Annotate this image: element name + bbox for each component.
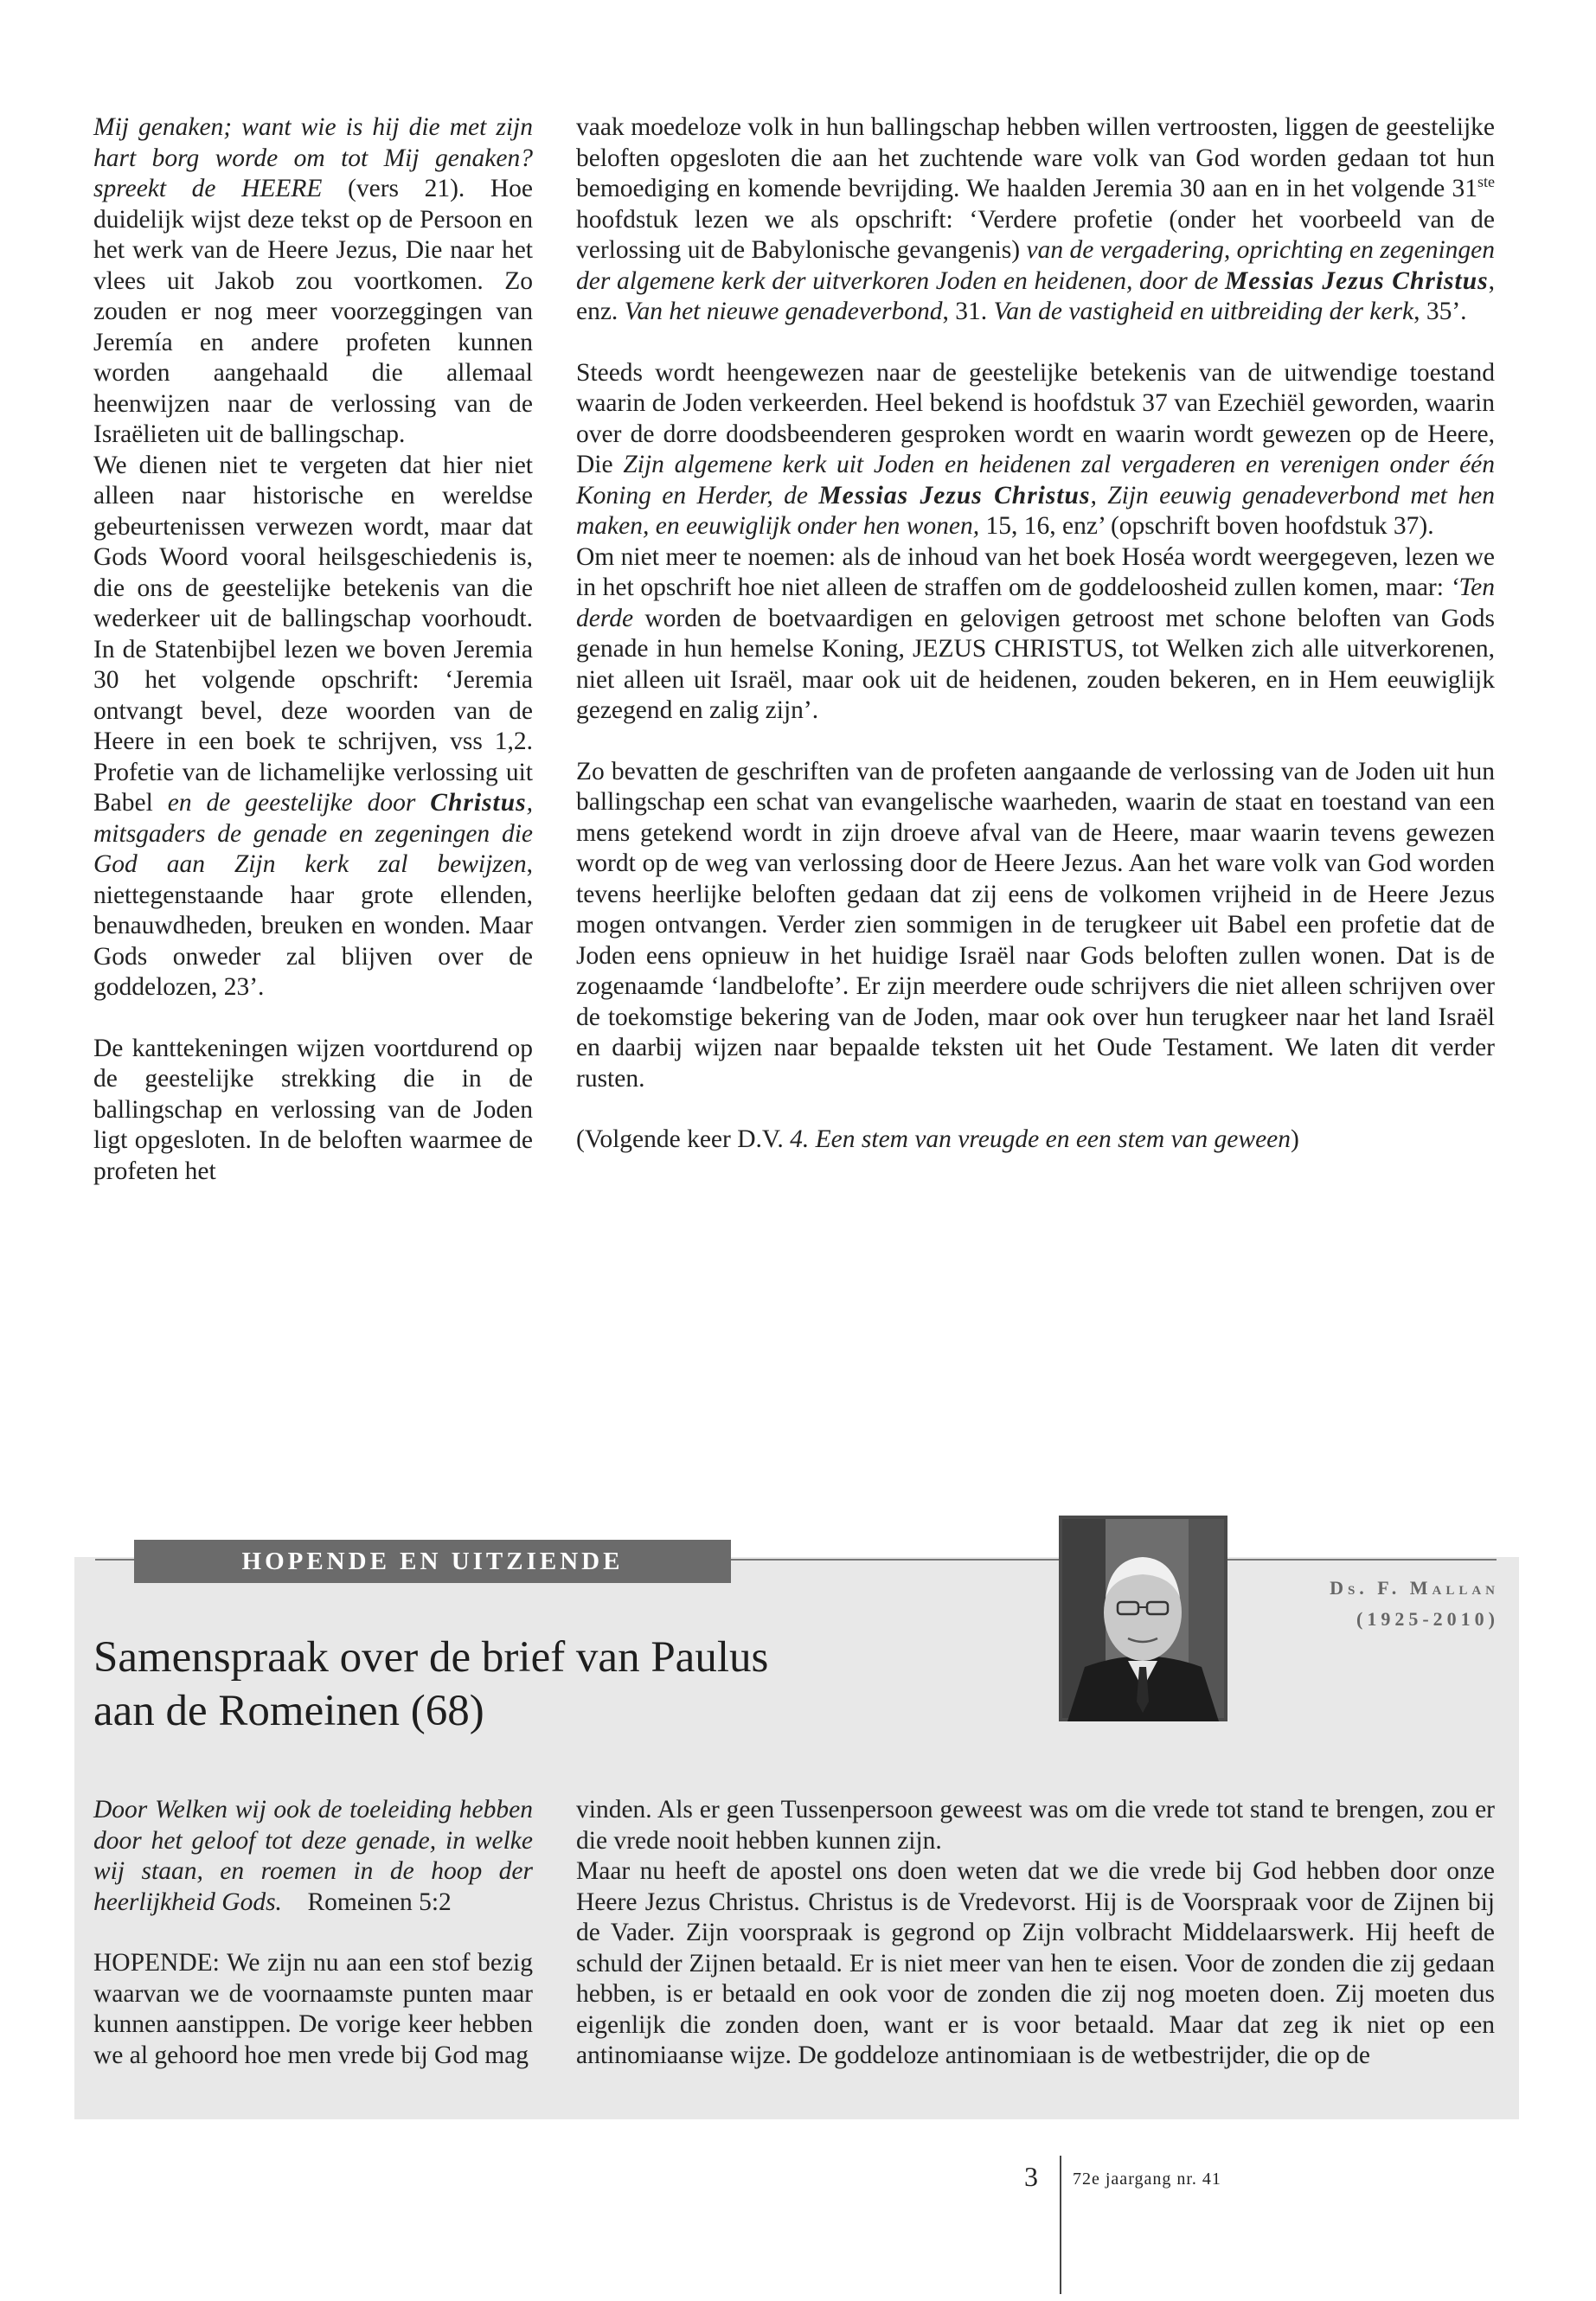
section-label: HOPENDE EN UITZIENDE	[134, 1540, 731, 1583]
paragraph: vinden. Als er geen Tussenpersoon geweest was om die vrede tot stand te brengen, zou er die vrede nooit hebben kunnen zijn.	[576, 1796, 1495, 1855]
author-byline	[1330, 1573, 1499, 1635]
paragraph: HOPENDE: We zijn nu aan een stof bezig waarvan we de voornaamste punten maar kunnen aanstippen. De vorige keer hebben we al gehoord hoe men vrede bij God mag	[93, 1949, 533, 2069]
paragraph: Maar nu heeft de apostel ons doen weten dat we die vrede bij God hebben door onze Heere Jezus Christus. Christus is de Vredevorst. Hij is de Voorspraak voor de Zijnen bij de Vader. Zijn voorspraak is gegrond op Zijn volbracht Middelaarswerk. Hij heeft de schuld der Zijnen betaald. Er is niet meer van hen te eisen. Voor de zonden die zij gedaan hebben, is er betaald en ook voor de zonden die zij nog moeten doen. Zij moeten dus eigenlijk die zonden doen, want er is voor betaald. Maar dat zeg ik niet op een antinomiaanse wijze. De goddeloze antinomiaan is de wetbestrijder, die op de	[576, 1857, 1495, 2069]
paragraph: Steeds wordt heengewezen naar de geestelijke betekenis van de uitwendige toestand waarin de Joden verkeerden. Heel bekend is hoofdstuk 37 van Ezechiël geworden, waarin over de dorre doodsbeenderen gesproken wordt en waarin wordt gewezen op de Heere, Die Zijn algemene kerk uit Joden en heidenen zal vergaderen en verenigen onder één Koning en Herder, de Messias Jezus Christus, Zijn eeuwig genadeverbond met hen maken, en eeuwiglijk onder hen wonen, 15, 16, enz’ (opschrift boven hoofdstuk 37).	[576, 358, 1496, 540]
article-title: Samenspraak over de brief van Paulus aan de Romeinen (68)	[93, 1633, 769, 1735]
article-right-column	[576, 1795, 1495, 2072]
author-name: Ds. F. Mallan	[1330, 1577, 1499, 1599]
right-column	[576, 112, 1495, 1156]
next-issue-note: (Volgende keer D.V. 4. Een stem van vreugde en een stem van geween)	[576, 1125, 1299, 1153]
page-number: 3	[1024, 2161, 1038, 2192]
footer-divider	[1060, 2156, 1061, 2294]
left-column	[93, 112, 533, 1187]
paragraph: We dienen niet te vergeten dat hier niet alleen naar historische en wereldse gebeurtenissen verwezen wordt, maar dat Gods Woord vooral heilsgeschiedenis is, die ons de geestelijke betekenis van die wederkeer uit de ballingschap voorhoudt. In de Statenbijbel lezen we boven Jeremia 30 het volgende opschrift: ‘Jeremia ontvangt bevel, deze woorden van de Heere in een boek te schrijven, vss 1,2. Profetie van de lichamelijke verlossing uit Babel en de geestelijke door Christus, mitsgaders de genade en zegeningen die God aan Zijn kerk zal bewijzen, niettegenstaande haar grote ellenden, benauwdheden, breuken en wonden. Maar Gods onweder zal blijven over de goddelozen, 23’.	[93, 451, 533, 1001]
issue-info: 72e jaargang nr. 41	[1073, 2170, 1221, 2189]
epigraph: Door Welken wij ook de toeleiding hebben door het geloof tot deze genade, in welke wij staan, en roemen in de hoop der heerlijkheid Gods. Romeinen 5:2	[93, 1796, 533, 1916]
article-left-column	[93, 1795, 533, 2071]
author-years: (1925-2010)	[1356, 1608, 1499, 1630]
paragraph: vaak moedeloze volk in hun ballingschap hebben willen vertroosten, liggen de geestelijke beloften opgesloten die aan het zuchtende ware volk van God worden gedaan tot hun bemoediging en komende bevrijding. We haalden Jeremia 30 aan en in het volgende 31ste hoofdstuk lezen we als opschrift: ‘Verdere profetie (onder het voorbeeld van de verlossing uit de Babylonische gevangenis) van de vergadering, oprichting en zegeningen der algemene kerk der uitverkoren Joden en heidenen, door de Messias Jezus Christus, enz. Van het nieuwe genadeverbond, 31. Van de vastigheid en uitbreiding der kerk, 35’.	[576, 113, 1495, 325]
paragraph: De kanttekeningen wijzen voortdurend op de geestelijke strekking die in de ballingschap en verlossing van de Joden ligt opgesloten. In de beloften waarmee de profeten het	[93, 1034, 533, 1185]
paragraph: Zo bevatten de geschriften van de profeten aangaande de verlossing van de Joden uit hun ballingschap een schat van evangelische waarheden, waarin de staat en toestand van een mens getekend wordt in zijn droeve afval van de Heere, maar waarin tevens gewezen wordt op de weg van verlossing door de Heere Jezus. Aan het ware volk van God worden tevens heerlijke beloften gedaan dat zij eens de volkomen vrijheid in de Heere Jezus mogen ontvangen. Verder zien sommigen in de terugkeer uit Babel een profetie dat de Joden eens opnieuw in het huidige Israël naar Gods beloften zullen wonen. Dat is de zogenaamde ‘landbelofte’. Er zijn meerdere oude schrijvers die niet alleen schrijven over de toekomstige bekering van de Joden, maar ook over hun terugkeer naar het land Israël en daarbij wijzen naar bepaalde teksten uit het Oude Testament. We laten dit verder rusten.	[576, 757, 1495, 1093]
paragraph: Om niet meer te noemen: als de inhoud van het boek Hoséa wordt weergegeven, lezen we in het opschrift hoe niet alleen de straffen om de goddeloosheid zullen komen, maar: ‘Ten derde worden de boetvaardigen en gelovigen getroost met schone beloften van Gods genade in hun hemelse Koning, JEZUS CHRISTUS, tot Welken zich alle uitverkorenen, niet alleen uit Israël, maar ook uit de heidenen, zouden bekeren, en in Hem eeuwiglijk gezegend en zalig zijn’.	[576, 542, 1495, 724]
bible-reference: Romeinen 5:2	[307, 1888, 452, 1916]
paragraph: Mij genaken; want wie is hij die met zijn hart borg worde om tot Mij genaken? spreekt de HEERE (vers 21). Hoe duidelijk wijst deze tekst op de Persoon en het werk van de Heere Jezus, Die naar het vlees uit Jakob zou voortkomen. Zo zouden er nog meer voorzeggingen van Jeremía en andere profeten kunnen worden aangehaald die allemaal heenwijzen naar de verlossing van de Israëlieten uit de ballingschap.	[93, 113, 533, 448]
author-photo	[1059, 1516, 1227, 1721]
